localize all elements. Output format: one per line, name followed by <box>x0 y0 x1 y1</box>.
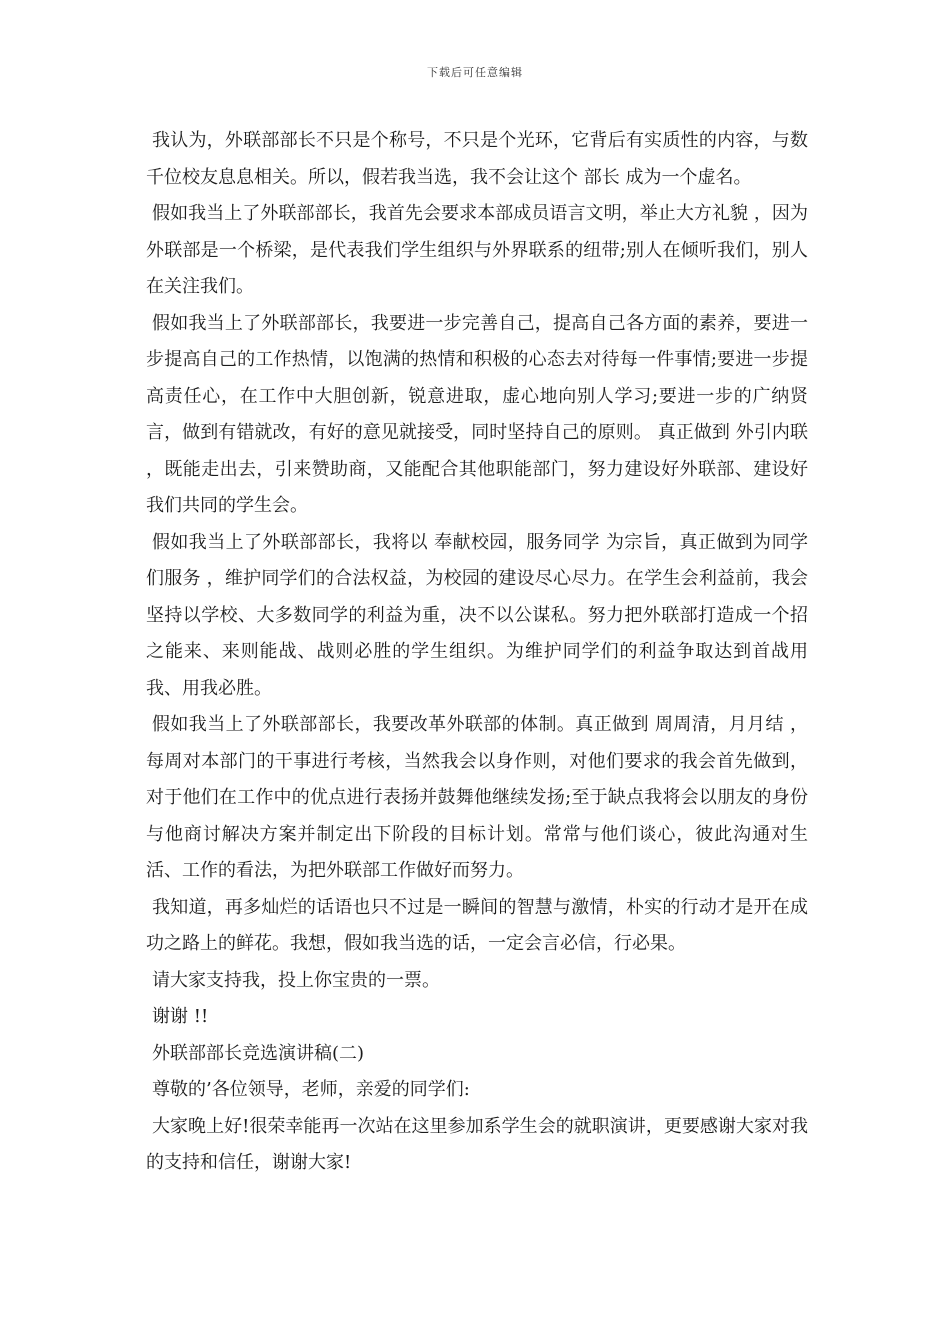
paragraph: 我知道，再多灿烂的话语也只不过是一瞬间的智慧与激情，朴实的行动才是开在成功之路上的鲜花。我想，假如我当选的话，一定会言必信，行必果。 <box>146 896 808 954</box>
paragraph: 假如我当上了外联部部长，我将以 奉献校园，服务同学 为宗旨，真正做到为同学们服务 ，维护同学们的合法权益，为校园的建设尽心尽力。在学生会利益前，我会坚持以学校、大多数同学的利益为重，决不以公谋私。努力把外联部打造成一个招之能来、来则能战、战则必胜的学生组织。为维护同学们的利益争取达到首战用我、用我必胜。 <box>146 531 808 699</box>
paragraph: 谢谢 !! <box>152 1006 209 1027</box>
document-body <box>146 123 808 1182</box>
paragraph: 大家晚上好!很荣幸能再一次站在这里参加系学生会的就职演讲，更要感谢大家对我的支持和信任，谢谢大家! <box>146 1115 808 1173</box>
header-note: 下载后可任意编辑 <box>427 66 523 79</box>
paragraph: 假如我当上了外联部部长，我首先会要求本部成员语言文明，举止大方礼貌 ，因为外联部是一个桥梁，是代表我们学生组织与外界联系的纽带;别人在倾听我们，别人在关注我们。 <box>146 203 808 297</box>
paragraph: 我认为，外联部部长不只是个称号，不只是个光环，它背后有实质性的内容，与数千位校友息息相关。所以，假若我当选，我不会让这个 部长 成为一个虚名。 <box>146 130 808 188</box>
paragraph: 假如我当上了外联部部长，我要进一步完善自己，提高自己各方面的素养，要进一步提高自己的工作热情，以饱满的热情和积极的心态去对待每一件事情;要进一步提高责任心，在工作中大胆创新，锐意进取，虚心地向别人学习;要进一步的广纳贤言，做到有错就改，有好的意见就接受，同时坚持自己的原则。 真正做到 外引内联 ，既能走出去，引来赞助商，又能配合其他职能部门，努力建设好外联部、建设好我们共同的学生会。 <box>146 312 808 516</box>
paragraph: 请大家支持我，投上你宝贵的一票。 <box>152 969 440 991</box>
paragraph: 假如我当上了外联部部长，我要改革外联部的体制。真正做到 周周清，月月结 ，每周对本部门的干事进行考核，当然我会以身作则，对他们要求的我会首先做到，对于他们在工作中的优点进行表扬并鼓舞他继续发扬;至于缺点我将会以朋友的身份与他商讨解决方案并制定出下阶段的目标计划。常常与他们谈心，彼此沟通对生活、工作的看法，为把外联部工作做好而努力。 <box>146 714 808 881</box>
salutation: 尊敬的’各位领导，老师，亲爱的同学们: <box>152 1079 470 1100</box>
section-title: 外联部部长竞选演讲稿(二) <box>152 1042 365 1064</box>
